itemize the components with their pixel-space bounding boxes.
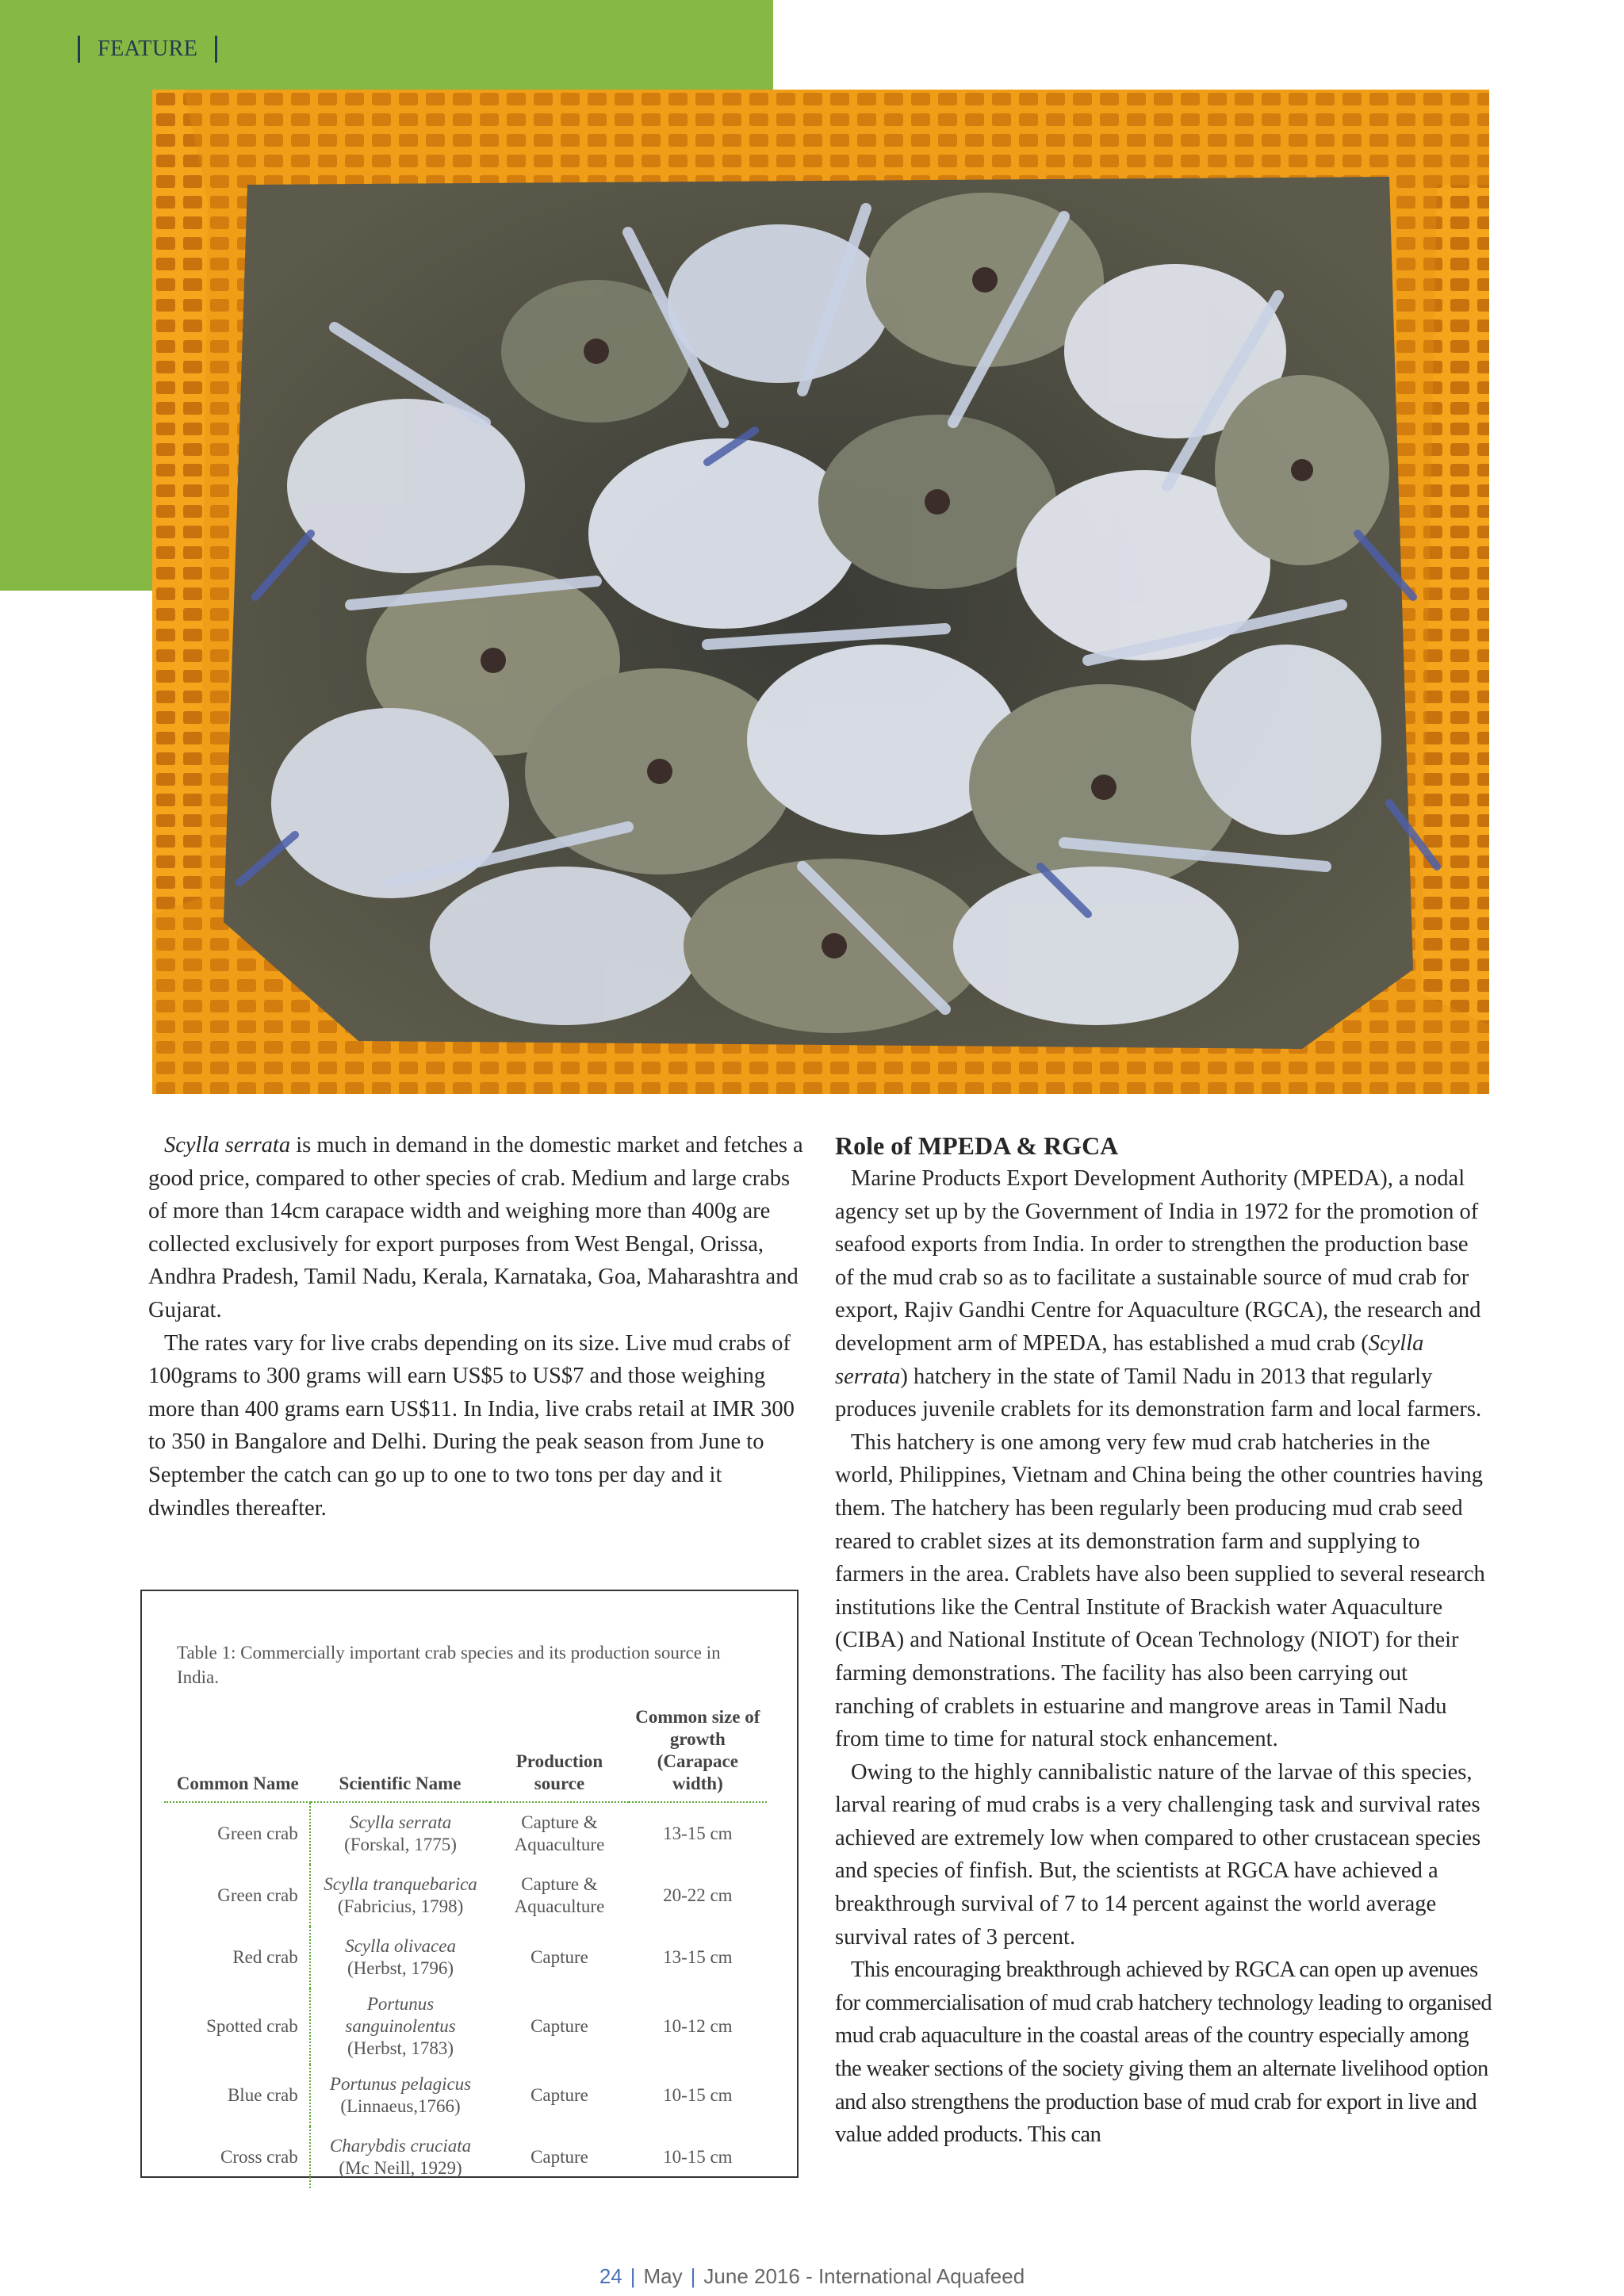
size-cell: 13-15 cm	[663, 1823, 733, 1843]
page-number: 24	[599, 2264, 622, 2288]
source-cell: Capture	[530, 2147, 588, 2167]
authority: (Mc Neill, 1929)	[339, 2158, 462, 2178]
side-band	[0, 90, 154, 591]
scientific-name: Scylla olivacea	[345, 1936, 456, 1956]
common-name-cell: Blue crab	[227, 2085, 298, 2105]
scientific-name: Scylla serrata	[349, 1812, 452, 1832]
authority: (Forskal, 1775)	[344, 1835, 457, 1854]
scientific-name: Scylla tranquebarica	[324, 1874, 477, 1894]
scientific-name: Portunus pelagicus	[329, 2074, 472, 2094]
left-paragraph-1	[148, 1129, 806, 1327]
right-paragraph-1-text: ) hatchery in the state of Tamil Nadu in 2013 that regularly produces juvenile crablets for its demonstration farm and local farmers.	[835, 1364, 1482, 1422]
size-cell: 10-12 cm	[663, 2016, 733, 2036]
common-name-cell: Red crab	[232, 1947, 298, 1967]
source-cell: Capture & Aquaculture	[514, 1812, 605, 1854]
publication-name: June 2016 - International Aquafeed	[703, 2264, 1025, 2288]
table-header-row	[164, 1706, 767, 1802]
divider	[215, 36, 217, 63]
size-cell: 10-15 cm	[663, 2147, 733, 2167]
scientific-name-cell	[310, 1802, 491, 1865]
scientific-name-cell	[310, 2126, 491, 2188]
source-cell: Capture & Aquaculture	[514, 1874, 605, 1916]
column-header: Production source	[490, 1706, 628, 1802]
right-column	[835, 1129, 1492, 2152]
common-name-cell: Spotted crab	[206, 2016, 298, 2036]
table-row	[164, 1988, 767, 2064]
section-label-text: FEATURE	[98, 36, 198, 61]
scientific-name: Portunus sanguinolentus	[345, 1994, 456, 2036]
section-heading: Role of MPEDA & RGCA	[835, 1131, 1119, 1160]
divider: |	[690, 2264, 696, 2288]
right-paragraph-3: Owing to the highly cannibalistic nature of the larvae of this species, larval rearing of mud crabs is a very challenging task and survival rates achieved are extremely low when compared to other crustacean species and species of finfish. But, the scientists at RGCA have achieved a breakthrough survival of 7 to 14 percent against the world average survival rates of 3 percent.	[835, 1759, 1481, 1950]
scientific-name-cell	[310, 1927, 491, 1988]
source-cell: Capture	[530, 1947, 588, 1967]
right-paragraph-4: This encouraging breakthrough achieved by RGCA can open up avenues for commercialisation of mud crab hatchery technology leading to organised mud crab aquaculture in the coastal areas of the country especially among the weaker sections of the society giving them an alternate livelihood option and also strengthens the production base of mud crab for export in live and value added products. This can	[835, 1957, 1492, 2148]
scientific-name: Charybdis cruciata	[329, 2136, 472, 2156]
table-row	[164, 2064, 767, 2126]
left-column	[148, 1129, 806, 1525]
common-name-cell: Cross crab	[220, 2147, 298, 2167]
table-caption: Table 1: Commercially important crab species and its production source in India.	[177, 1643, 721, 1687]
common-name-cell: Green crab	[217, 1823, 298, 1843]
scientific-name-cell	[310, 1865, 491, 1927]
left-paragraph-2: The rates vary for live crabs depending on its size. Live mud crabs of 100grams to 300 grams will earn US$5 to US$7 and those weighing more than 400 grams earn US$11. In India, live crabs retail at IMR 300 to 350 in Bangalore and Delhi. During the peak season from June to September the catch can go up to one to two tons per day and it dwindles thereafter.	[148, 1330, 795, 1521]
column-header: Common size of growth (Carapace width)	[629, 1706, 767, 1802]
authority: (Herbst, 1783)	[347, 2038, 454, 2058]
divider: |	[630, 2264, 636, 2288]
species-name: Scylla serrata	[164, 1133, 291, 1158]
scientific-name-cell	[310, 1988, 491, 2064]
size-cell: 13-15 cm	[663, 1947, 733, 1967]
authority: (Linnaeus,1766)	[340, 2096, 461, 2116]
page-footer	[0, 2264, 1624, 2289]
authority: (Herbst, 1796)	[347, 1958, 454, 1978]
divider	[78, 36, 80, 63]
authority: (Fabricius, 1798)	[337, 1896, 464, 1916]
left-paragraph-1-text: is much in demand in the domestic market and fetches a good price, compared to other species of crab. Medium and large crabs of more than 14cm carapace width and weighing more than 400g are collected exclusively for export purposes from West Bengal, Orissa, Andhra Pradesh, Tamil Nadu, Kerala, Karnataka, Goa, Maharashtra and Gujarat.	[148, 1133, 803, 1322]
column-header: Common Name	[164, 1706, 310, 1802]
size-cell: 20-22 cm	[663, 1885, 733, 1905]
table-row	[164, 1802, 767, 1865]
species-table	[164, 1706, 767, 2188]
issue-month: May	[643, 2264, 683, 2288]
table-row	[164, 2126, 767, 2188]
right-paragraph-1-text: Marine Products Export Development Authority (MPEDA), a nodal agency set up by the Government of India in 1972 for the promotion of seafood exports from India. In order to strengthen the production base of the mud crab so as to facilitate a sustainable source of mud crab for export, Rajiv Gandhi Centre for Aquaculture (RGCA), the research and development arm of MPEDA, has established a mud crab (	[835, 1166, 1481, 1356]
crab-photo	[152, 90, 1489, 1094]
source-cell: Capture	[530, 2085, 588, 2105]
scientific-name-cell	[310, 2064, 491, 2126]
right-paragraph-2: This hatchery is one among very few mud crab hatcheries in the world, Philippines, Vietnam and China being the other countries having them. The hatchery has been regularly been producing mud crab seed reared to crablet sizes at its demonstration farm and supplying to farmers in the area. Crablets have also been supplied to several research institutions like the Central Institute of Brackish water Aquaculture (CIBA) and National Institute of Ocean Technology (NIOT) for their farming demonstrations. The facility has also been carrying out ranching of crablets in estuarine and mangrove areas in Tamil Nadu from time to time for natural stock enhancement.	[835, 1429, 1485, 1752]
species-table-box	[140, 1590, 799, 2178]
source-cell: Capture	[530, 2016, 588, 2036]
table-row	[164, 1865, 767, 1927]
right-paragraph-1	[835, 1162, 1492, 1426]
size-cell: 10-15 cm	[663, 2085, 733, 2105]
section-label	[78, 35, 217, 63]
column-header: Scientific Name	[310, 1706, 491, 1802]
common-name-cell: Green crab	[217, 1885, 298, 1905]
species-name: Scylla serrata	[835, 1330, 1424, 1389]
table-row	[164, 1927, 767, 1988]
